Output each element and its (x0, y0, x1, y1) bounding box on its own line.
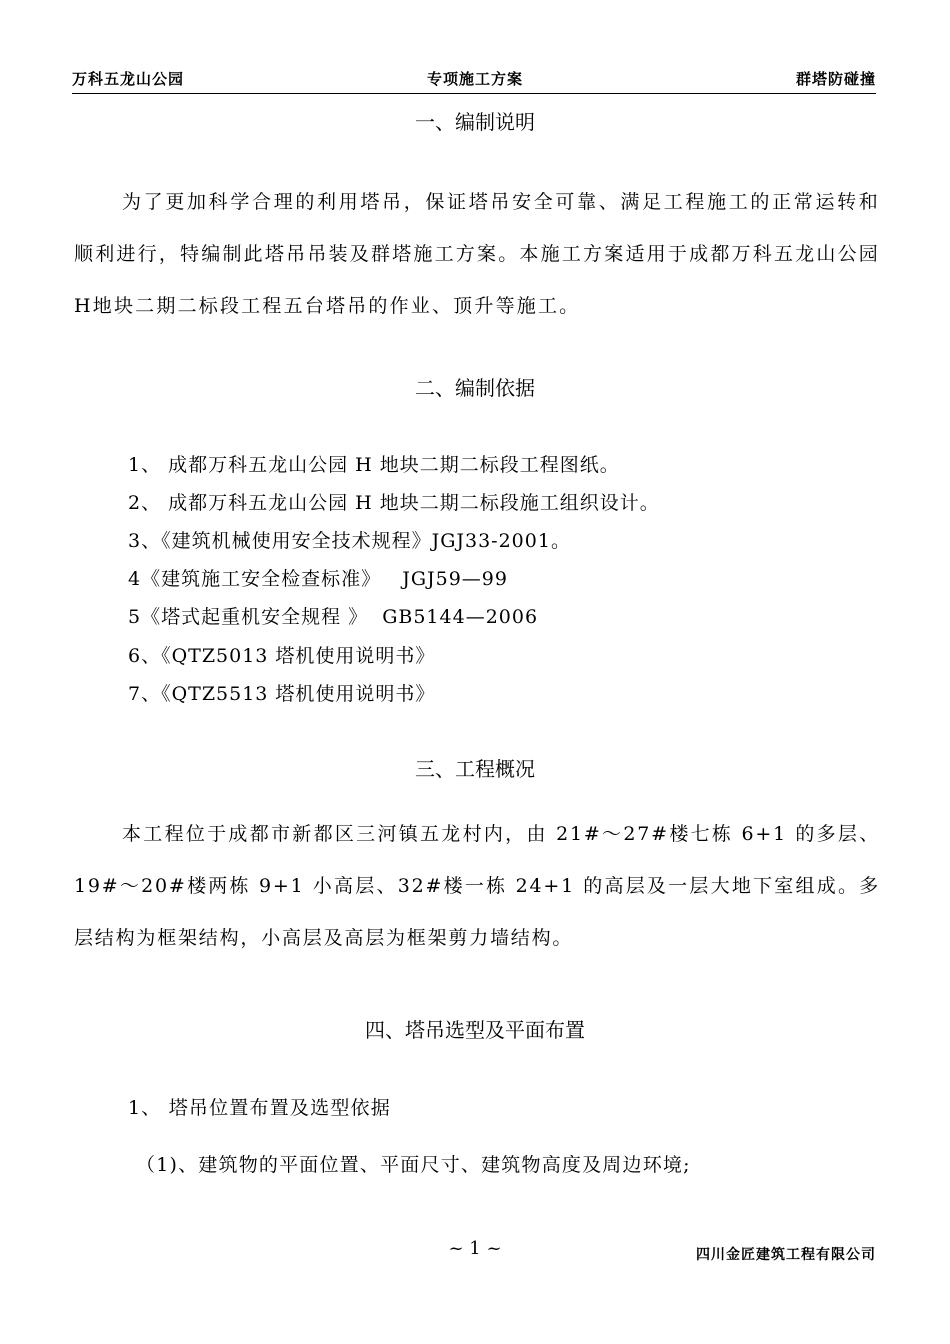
header-divider (72, 93, 876, 94)
footer-company: 四川金匠建筑工程有限公司 (696, 1247, 876, 1263)
section1-title: 一、编制说明 (415, 110, 535, 134)
reference-item-5: 5《塔式起重机安全规程 》 GB5144—2006 (128, 606, 539, 628)
section1-paragraph: 为了更加科学合理的利用塔吊，保证塔吊安全可靠、满足工程施工的正常运转和顺利进行，特编制此塔吊吊装及群塔施工方案。本施工方案适用于成都万科五龙山公园H地块二期二标段工程五台塔吊的作业、顶升等施工。 (74, 191, 880, 317)
reference-item-2: 2、 成都万科五龙山公园 H 地块二期二标段施工组织设计。 (128, 492, 660, 514)
header-left-project: 万科五龙山公园 (72, 70, 185, 88)
section2-title: 二、编制依据 (415, 376, 535, 400)
section3-title: 三、工程概况 (415, 757, 535, 781)
header-center-doc-type: 专项施工方案 (426, 70, 523, 88)
section4-title: 四、塔吊选型及平面布置 (365, 1018, 585, 1042)
section3-paragraph: 本工程位于成都市新都区三河镇五龙村内，由 21#～27#楼七栋 6+1 的多层、19#～20#楼两栋 9+1 小高层、32#楼一栋 24+1 的高层及一层大地下室组成。多层结构为框架结构，小高层及高层为框架剪力墙结构。 (74, 823, 880, 949)
reference-item-3: 3、《建筑机械使用安全技术规程》JGJ33-2001。 (128, 530, 571, 552)
reference-item-1: 1、 成都万科五龙山公园 H 地块二期二标段工程图纸。 (128, 454, 620, 476)
page-number: ~ 1 ~ (448, 1238, 502, 1259)
section4-item-1: （1)、建筑物的平面位置、平面尺寸、建筑物高度及周边环境; (136, 1154, 691, 1176)
reference-item-4: 4《建筑施工安全检查标准》 JGJ59—99 (128, 568, 508, 590)
reference-item-6: 6、《QTZ5013 塔机使用说明书》 (128, 645, 436, 667)
header-right-topic: 群塔防碰撞 (795, 70, 876, 88)
section4-subheading: 1、 塔吊位置布置及选型依据 (128, 1097, 391, 1119)
reference-item-7: 7、《QTZ5513 塔机使用说明书》 (128, 683, 436, 705)
